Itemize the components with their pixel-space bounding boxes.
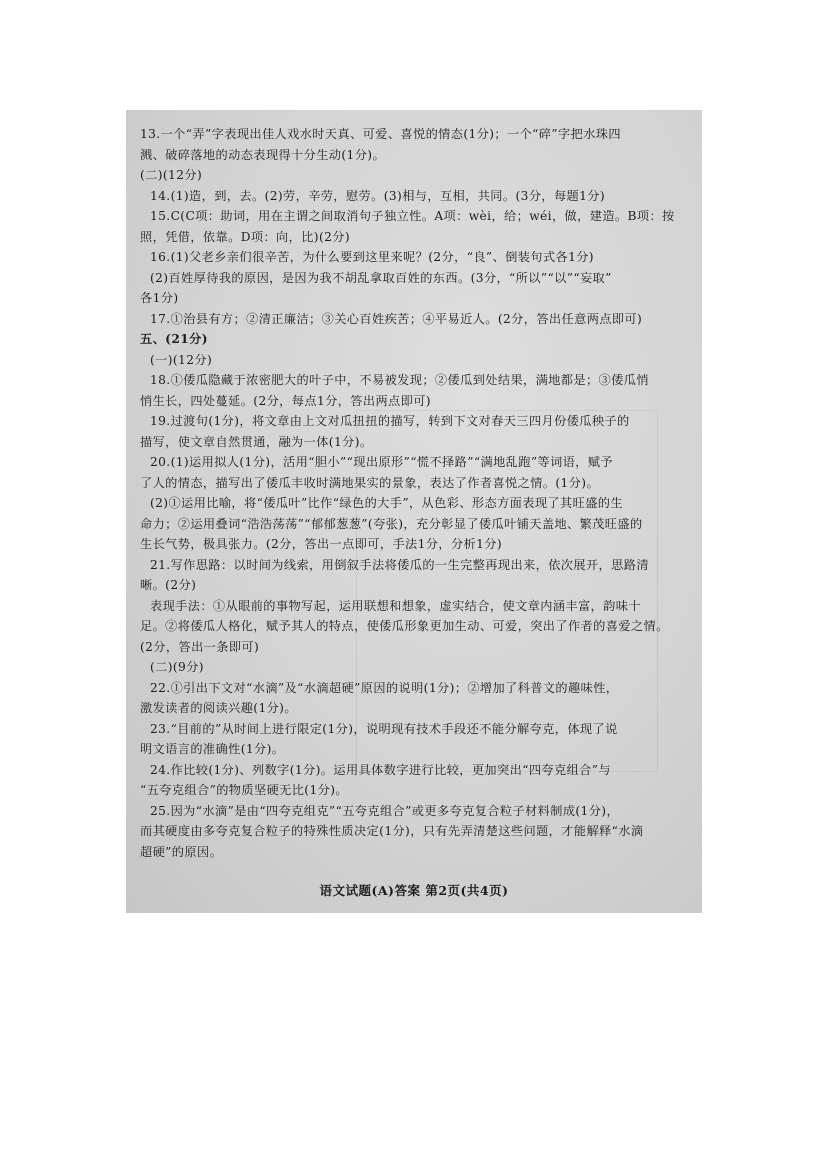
text-line: 照，凭借，依靠。D项：向，比)(2分) (140, 229, 351, 244)
section-heading: (二)(12分) (140, 168, 203, 182)
text-line: 晰。(2分) (140, 578, 197, 592)
text-line: 而其硬度由多夸克复合粒子的特殊性质决定(1分)，只有先弄清楚这些问题，才能解释“水滴 (140, 824, 644, 838)
text-line: 表现手法：①从眼前的事物写起，运用联想和想象，虚实结合，使文章内涵丰富，韵味十 (150, 598, 641, 613)
text-line: 17.①治县有方；②清正廉洁；③关心百姓疾苦；④平易近人。(2分，答出任意两点即可) (150, 311, 643, 326)
text-line: 超硬”的原因。 (140, 844, 223, 859)
text-line: 22.①引出下文对“水滴”及“水滴超硬”原因的说明(1分)；②增加了科普文的趣味性， (150, 680, 619, 695)
text-line: 23.“目前的”从时间上进行限定(1分)，说明现有技术手段还不能分解夸克，体现了说 (150, 721, 618, 736)
text-line: (2)①运用比喻，将“倭瓜叶”比作“绿色的大手”，从色彩、形态方面表现了其旺盛的生 (150, 496, 623, 510)
text-line: 24.作比较(1分)、列数字(1分)。运用具体数字进行比较，更加突出“四夸克组合”与 (150, 762, 611, 777)
section-heading: (二)(9分) (150, 660, 204, 674)
scanned-answer-sheet (126, 110, 702, 913)
text-line: 25.因为“水滴”是由“四夸克组克”“五夸克组合”或更多夸克复合粒子材料制成(1分)， (150, 803, 620, 818)
text-line: 21.写作思路：以时间为线索，用倒叙手法将倭瓜的一生完整再现出来，依次展开，思路清 (150, 557, 649, 572)
text-line: 悄生长，四处蔓延。(2分，每点1分，答出两点即可) (140, 393, 431, 408)
text-line: 16.(1)父老乡亲们很辛苦，为什么要到这里来呢？(2分，“良”、倒装句式各1分) (150, 250, 594, 264)
text-line: 生长气势，极具张力。(2分，答出一点即可，手法1分，分析1分) (140, 537, 503, 551)
text-line: 明文语言的准确性(1分)。 (140, 742, 285, 756)
page-footer: 语文试题(A)答案 第2页(共4页) (319, 883, 509, 898)
text-line: (2分，答出一条即可) (140, 639, 260, 654)
text-line: 足。②将倭瓜人格化，赋予其人的特点，使倭瓜形象更加生动、可爱，突出了作者的喜爱之情。 (140, 619, 669, 633)
text-line: 13.一个“弄”字表现出佳人戏水时天真、可爱、喜悦的情态(1分)；一个“碎”字把水珠四 (140, 127, 621, 141)
text-line: 19.过渡句(1分)，将文章由上文对瓜扭扭的描写，转到下文对春天三四月份倭瓜秧子的 (150, 414, 630, 428)
section-heading: 五、(21分) (140, 332, 208, 346)
text-line: 了人的情态，描写出了倭瓜丰收时满地果实的景象，表达了作者喜悦之情。(1分)。 (140, 475, 600, 490)
text-line: 命力；②运用叠词“浩浩荡荡”“郁郁葱葱”(夸张)，充分彰显了倭瓜叶铺天盖地、繁茂旺盛的 (140, 516, 643, 531)
text-line: 14.(1)造，到，去。(2)劳，辛劳，慰劳。(3)相与，互相，共同。(3分，每题1分) (150, 188, 606, 203)
text-line: 20.(1)运用拟人(1分)，活用“胆小”“现出原形”“慌不择路”“满地乱跑”等词语，赋予 (150, 455, 614, 469)
text-line: 18.①倭瓜隐藏于浓密肥大的叶子中，不易被发现；②倭瓜到处结果，满地都是；③倭瓜悄 (150, 373, 649, 387)
text-line: 15.C(C项：助词，用在主谓之间取消句子独立性。A项：wèi，给；wéi，做，建造。B项：按 (150, 209, 675, 223)
text-line: 各1分) (140, 291, 179, 305)
section-heading: (一)(12分) (150, 352, 213, 367)
text-line: 描写，使文章自然贯通，融为一体(1分)。 (140, 434, 373, 449)
text-line: 激发读者的阅读兴趣(1分)。 (140, 701, 297, 715)
text-line: “五夸克组合”的物质坚硬无比(1分)。 (140, 783, 348, 797)
text-line: 溅、破碎落地的动态表现得十分生动(1分)。 (140, 147, 386, 162)
text-line: (2)百姓厚待我的原因，是因为我不胡乱拿取百姓的东西。(3分，“所以”“以”“妄取” (150, 270, 612, 285)
answer-text (140, 124, 692, 862)
